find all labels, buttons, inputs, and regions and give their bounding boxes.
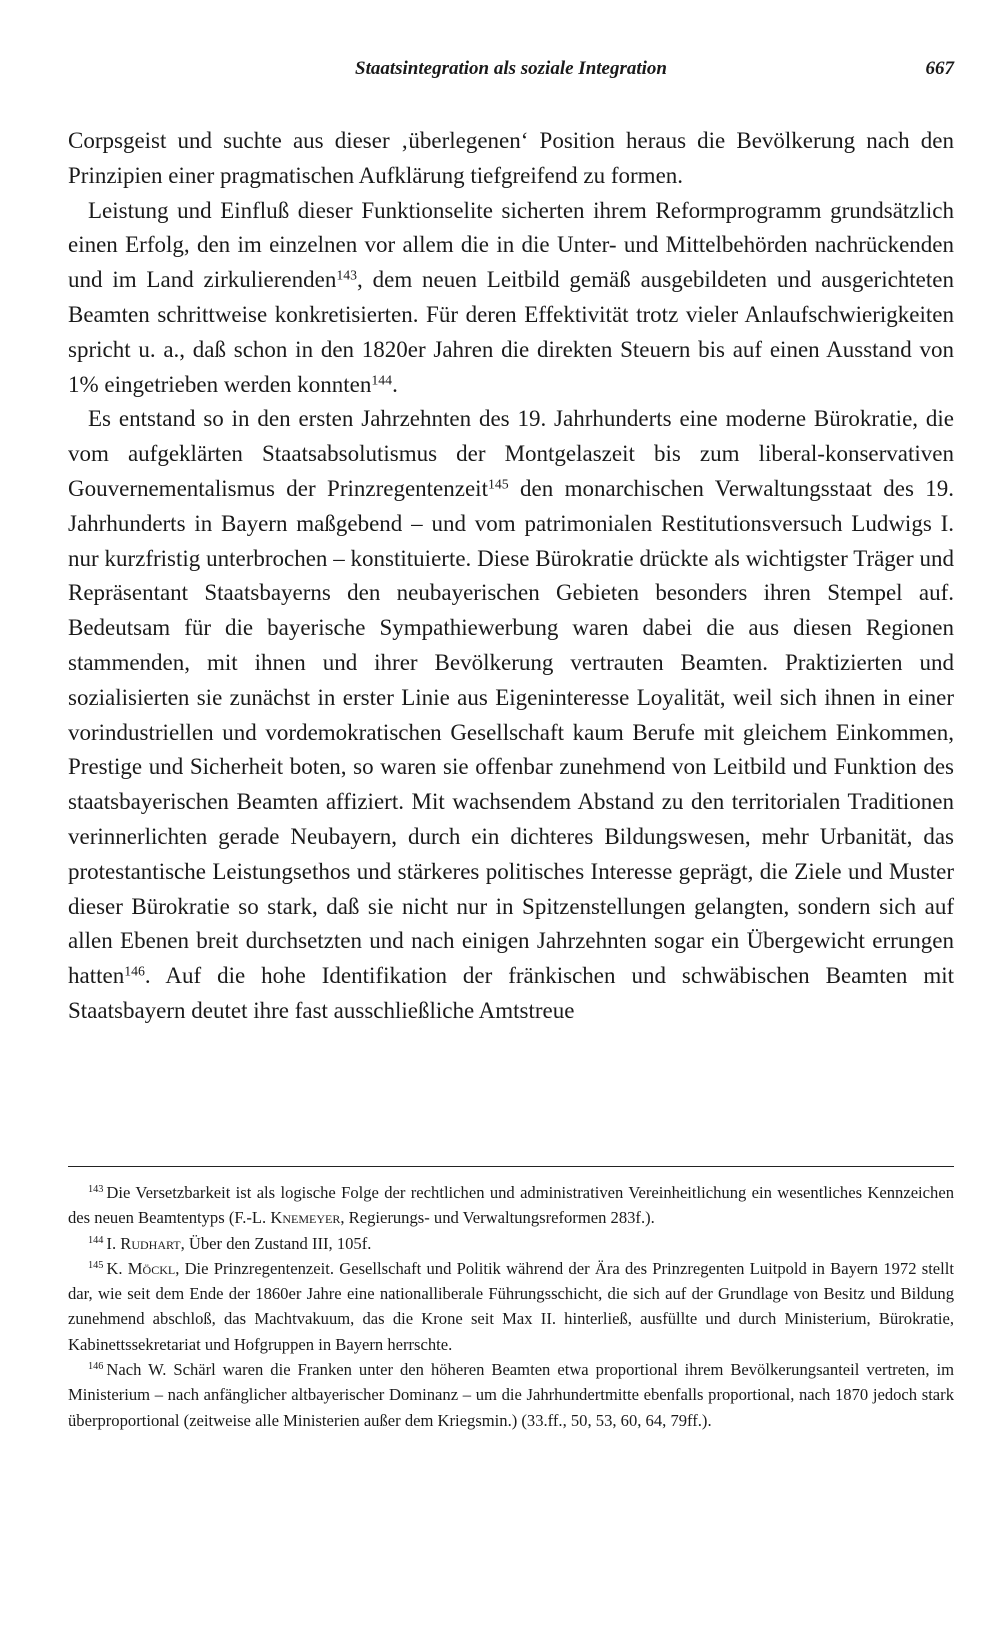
footnote-ref-144: 144 [371,372,393,387]
paragraph-2-text-c: . [392,371,398,397]
footnote-text: , Regierungs- und Verwaltungsreformen 283f.). [340,1208,655,1228]
page-number: 667 [925,58,954,79]
paragraph-1-text: Corpsgeist und suchte aus dieser ‚überlegenen‘ Position heraus die Bevölkerung nach den Prinzipien einer pragmatischen Aufklärung tiefgreifend zu formen. [68,128,954,188]
footnote-divider [68,1166,954,1167]
footnote-text: , Über den Zustand III, 105f. [180,1233,372,1253]
paragraph-3 [68,402,954,1028]
body-text [68,124,954,1029]
footnote-number: 144 [88,1234,104,1246]
footnote-text: , Die Prinzregentenzeit. Gesellschaft und Politik während der Ära des Prinzregenten Luitpold in Bayern 1972 stellt dar, wie seit dem Ende der 1860er Jahre eine nationalliberale Führungsschicht, die sich auf der Grundlage von Besitz und Bildung zunehmend abschloß, das Machtvakuum, das die Krone seit Max II. hinterließ, ausfüllte und durch Ministerium, Bürokratie, Kabinettssekretariat und Hofgruppen in Bayern herrschte. [68,1258,955,1354]
footnote-number: 143 [88,1184,104,1196]
footnote-number: 145 [88,1260,104,1272]
footnote-144 [68,1231,954,1256]
footnote-146 [68,1357,954,1433]
footnotes [68,1180,954,1433]
footnote-ref-143: 143 [336,267,358,283]
paragraph-2 [68,194,954,403]
paragraph-3-text-c: . Auf die hohe Identifikation der fränkischen und schwäbischen Beamten mit Staatsbayern deutet ihre fast ausschließliche Amtstreue [68,963,954,1023]
footnote-text: Nach W. Schärl waren die Franken unter den höheren Beamten etwa proportional ihrem Bevölkerungsanteil vertreten, im Ministerium – nach anfänglicher altbayerischer Dominanz – um die Jahrhundertmitte ebenfalls proportional, nach 1870 jedoch stark überproportional (zeitweise alle Ministerien außer dem Kriegsmin.) (33.ff., 50, 53, 60, 64, 79ff.). [68,1360,954,1430]
footnote-author: Rudhart [120,1233,181,1253]
footnote-number: 146 [88,1361,104,1373]
footnote-ref-145: 145 [487,476,509,492]
paragraph-2-text-a: Leistung und Einfluß dieser Funktionselite sicherten ihrem Reformprogramm grundsätzlich einen Erfolg, den im einzelnen vor allem die in die Unter- und Mittelbehörden nachrückenden und im Land zirkulierenden [68,197,954,293]
footnote-ref-146: 146 [124,963,145,979]
footnote-text: K. [106,1258,128,1278]
paragraph-3-text-b: den monarchischen Verwaltungsstaat des 19. Jahrhunderts in Bayern maßgebend – und vom patrimonialen Restitutionsversuch Ludwigs I. nur kurzfristig unterbrochen – konstituierte. Diese Bürokratie drückte als wichtigster Träger und Repräsentant Staatsbayerns den neubayerischen Gebieten besonders ihren Stempel auf. Bedeutsam für die bayerische Sympathiewerbung waren dabei die aus diesen Regionen stammenden, mit ihnen und ihrer Bevölkerung vertrauten Beamten. Praktizierten und sozialisierten sie zunächst in erster Linie aus Eigeninteresse Loyalität, weil sich ihnen in einer vorindustriellen und vordemokratischen Gesellschaft kaum Berufe mit gleichem Einkommen, Prestige und Sicherheit boten, so waren sie offenbar zunehmend von Leitbild und Funktion des staatsbayerischen Beamten affiziert. Mit wachsendem Abstand zu den territorialen Traditionen verinnerlichten gerade Neubayern, durch ein dichteres Bildungswesen, mehr Urbanität, das protestantische Leistungsethos und stärkeres politisches Interesse geprägt, die Ziele und Muster dieser Bürokratie so stark, daß sie nicht nur in Spitzenstellungen gelangten, sondern sich auf allen Ebenen breit durchsetzten und nach einigen Jahrzehnten sogar ein Übergewicht errungen hatten [68,475,954,989]
footnote-143 [68,1180,954,1231]
footnote-text: Die Versetzbarkeit ist als logische Folge der rechtlichen und administrativen Vereinheitlichung ein wesentliches Kennzeichen des neuen Beamtentyps (F.-L. [68,1183,954,1228]
running-title: Staatsintegration als soziale Integration [355,58,667,79]
page-header [68,58,954,88]
footnote-145 [68,1256,954,1357]
footnote-author: Knemeyer [270,1208,341,1228]
paragraph-2-text-b: , dem neuen Leitbild gemäß ausgebildeten und ausgerichteten Beamten schrittweise konkretisierten. Für deren Effektivität trotz vieler Anlaufschwierigkeiten spricht u. a., daß schon in den 1820er Jahren die direkten Steuern bis auf einen Ausstand von 1% eingetrieben werden konnten [68,267,954,397]
footnote-text: I. [106,1233,121,1253]
paragraph-3-text-a: Es entstand so in den ersten Jahrzehnten des 19. Jahrhunderts eine moderne Bürokratie, die vom aufgeklärten Staatsabsolutismus der Montgelaszeit bis zum liberal-konservativen Gouvernementalismus der Prinzregentenzeit [68,406,954,501]
paragraph-1 [68,124,954,194]
footnote-author: Möckl [127,1258,176,1278]
